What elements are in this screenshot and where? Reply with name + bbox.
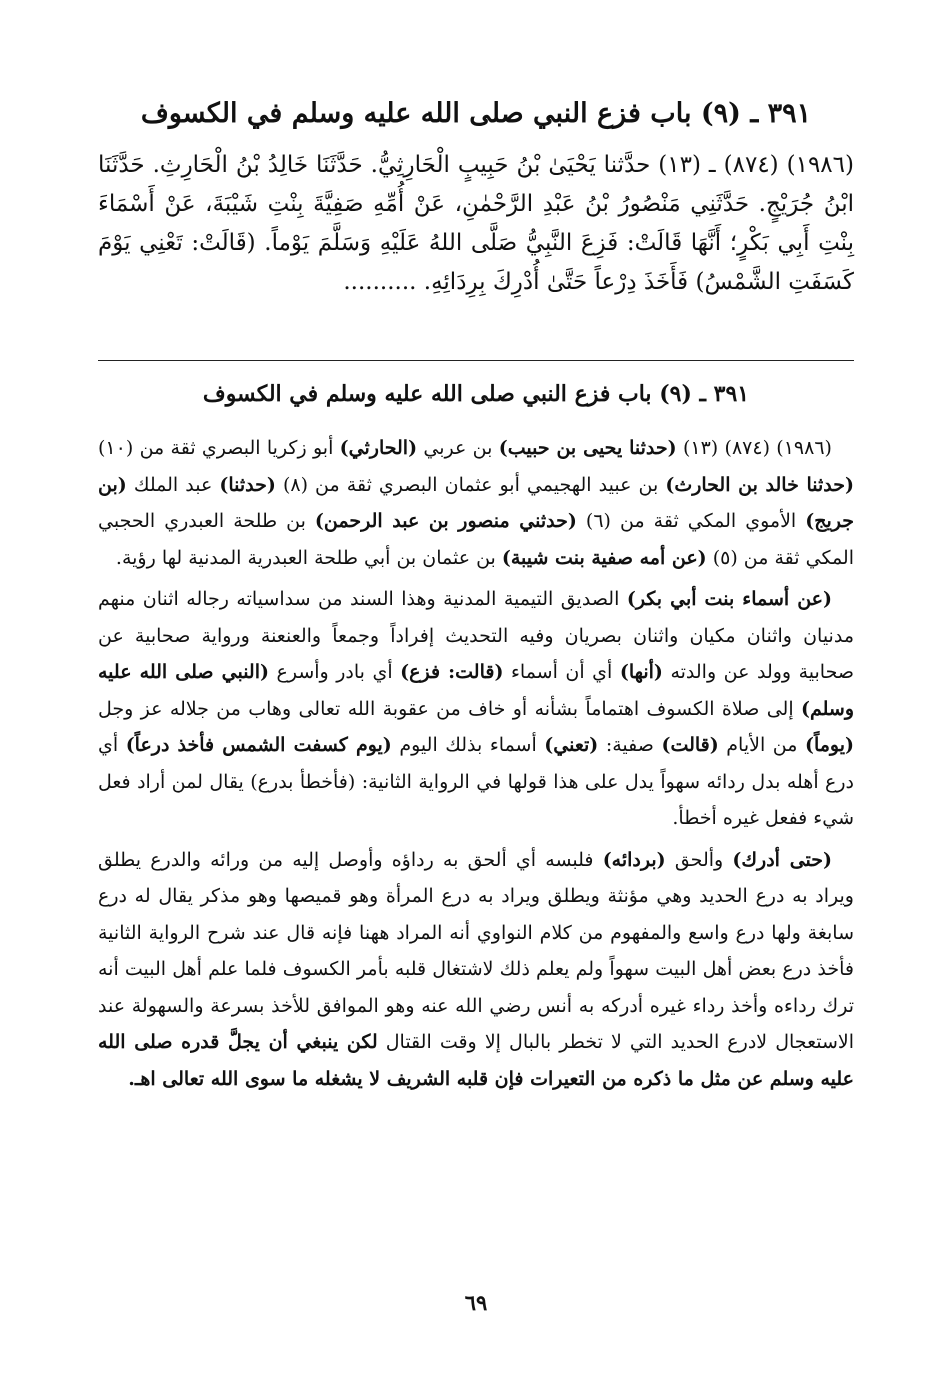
commentary-paragraph-3 xyxy=(98,842,854,1098)
bold-segment: (بن جريج) xyxy=(98,473,854,532)
commentary-paragraph-2 xyxy=(98,581,854,837)
bold-segment: (حدثنا خالد بن الحارث) xyxy=(665,473,854,496)
text-segment: بن طلحة العبدري الحجبي المكي ثقة من (٥) xyxy=(98,510,854,569)
commentary-paragraph-1 xyxy=(98,430,854,576)
text-segment: بن عربي xyxy=(417,437,499,459)
text-segment: أي درع أهله بدل ردائه سهواً يدل على هذا قولها في الرواية الثانية: (فأخطأ بدرع) يقال لمن أراد فعل شيء ففعل غيره أخطأ. xyxy=(98,734,854,829)
bold-segment: (يوماً) xyxy=(804,734,855,756)
text-segment: الصديق التيمية المدنية وهذا السند من سداسياته رجاله اثنان منهم مدنيان واثنان مكيان واثنان بصريان وفيه التحديث إفراداً وجمعاً والعنعنة ورواية صحابية عن صحابية وولد عن والدته xyxy=(98,588,854,683)
bold-segment: (قالت) xyxy=(661,734,719,756)
commentary-body xyxy=(98,430,854,1102)
bold-segment: (حدثني منصور بن عبد الرحمن) xyxy=(314,510,577,532)
page-number: ٦٩ xyxy=(464,1290,488,1315)
bold-segment: (بردائه) xyxy=(602,848,666,871)
bold-segment: (الحارثي) xyxy=(339,437,418,459)
chapter-title: ٣٩١ ـ (٩) باب فزع النبي صلى الله عليه وسلم في الكسوف xyxy=(140,98,812,129)
bold-segment: (تعني) xyxy=(544,734,599,756)
bold-segment: لكن ينبغي أن يجلَّ قدره صلى الله عليه وسلم عن مثل ما ذكره من التعيرات فإن قلبه الشريف لا يشغله ما سوى الله تعالى اهـ. xyxy=(98,1031,854,1090)
text-segment: وألحق xyxy=(665,848,733,871)
text-segment: إلى صلاة الكسوف اهتماماً بشأنه أو خاف من عقوبة الله تعالى وهاب من جلاله عز وجل xyxy=(98,697,801,720)
text-segment: أبو زكريا البصري ثقة من (١٠) xyxy=(98,437,340,459)
text-segment: بن عثمان بن أبي طلحة العبدرية المدنية لها رؤية. xyxy=(115,546,502,569)
bold-segment: (حدثنا يحيى بن حبيب) xyxy=(498,437,677,459)
bold-segment: (حدثنا) xyxy=(219,473,276,496)
text-segment: بن عبيد الهجيمي أبو عثمان البصري ثقة من (٨) xyxy=(275,473,666,496)
separator-line xyxy=(98,360,854,361)
bold-segment: (قالت: فزع) xyxy=(400,661,504,683)
bold-segment: (حتى أدرك) xyxy=(732,848,832,871)
text-segment: الأموي المكي ثقة من (٦) xyxy=(576,510,806,532)
text-segment: أسماء بذلك اليوم xyxy=(391,734,545,756)
text-segment: (١٩٨٦) (٨٧٤) (١٣) xyxy=(676,437,832,459)
text-segment: صفية: xyxy=(598,734,662,756)
bold-segment: (يوم كسفت الشمس فأخذ درعاً) xyxy=(125,734,392,756)
hadith-text: (١٩٨٦) (٨٧٤) ـ (١٣) حدَّثنا يَحْيَىٰ بْنُ حَبِيبٍ الْحَارِثِيُّ. حَدَّثَنَا خَالِدُ بْنُ الْحَارِثِ. حَدَّثَنَا ابْنُ جُرَيْجٍ. حَدَّثَنِي مَنْصُورُ بْنُ عَبْدِ الرَّحْمٰنِ، عَنْ أُمِّهِ صَفِيَّةَ بِنْتِ شَيْبَةَ، عَنْ أَسْمَاءَ بِنْتِ أَبِي بَكْرٍ؛ أَنَّهَا قَالَتْ: فَزِعَ النَّبِيُّ صَلَّى اللهُ عَلَيْهِ وَسَلَّمَ يَوْماً. (قَالَتْ: تَعْنِي يَوْمَ كَسَفَتِ الشَّمْسُ) فَأَخَذَ دِرْعاً حَتَّىٰ أُدْرِكَ بِرِدَائِهِ. .......... xyxy=(98,152,854,295)
commentary-title: ٣٩١ ـ (٩) باب فزع النبي صلى الله عليه وسلم في الكسوف xyxy=(202,381,750,407)
text-segment: فلبسه أي ألحق به رداؤه وأوصل إليه من ورائه والدرع يطلق ويراد به درع الحديد وهي مؤنثة ويطلق ويراد به درع المرأة وهو قميصها وهو مذكر يقال له درع سابغة ولها درع واسع والمفهوم من كلام النواوي أنه المراد ههنا فإنه قال عند شرح الرواية الثانية فأخذ درع بعض أهل البيت سهواً ولم يعلم ذلك لاشتغال قلبه بأمر الكسوف فلما علم أهل البيت أنه ترك رداءه وأخذ رداء غيره أدركه به أنس رضي الله عنه وهو الموافق للأخذ بسرعة والسهولة عند الاستعجال لادرع الحديد التي لا تخطر بالبال إلا وقت القتال xyxy=(98,848,854,1053)
text-segment: أي أن أسماء xyxy=(503,661,620,683)
text-segment: أي بادر وأسرع xyxy=(269,661,401,683)
text-segment: عبد الملك xyxy=(126,473,220,496)
bold-segment: (عن أمه صفية بنت شيبة) xyxy=(501,546,707,569)
text-segment: من الأيام xyxy=(718,734,805,756)
bold-segment: (النبي صلى الله عليه وسلم) xyxy=(98,661,854,720)
bold-segment: (أنها) xyxy=(619,661,663,683)
hadith-text-block xyxy=(98,146,854,302)
bold-segment: (عن أسماء بنت أبي بكر) xyxy=(626,588,832,610)
